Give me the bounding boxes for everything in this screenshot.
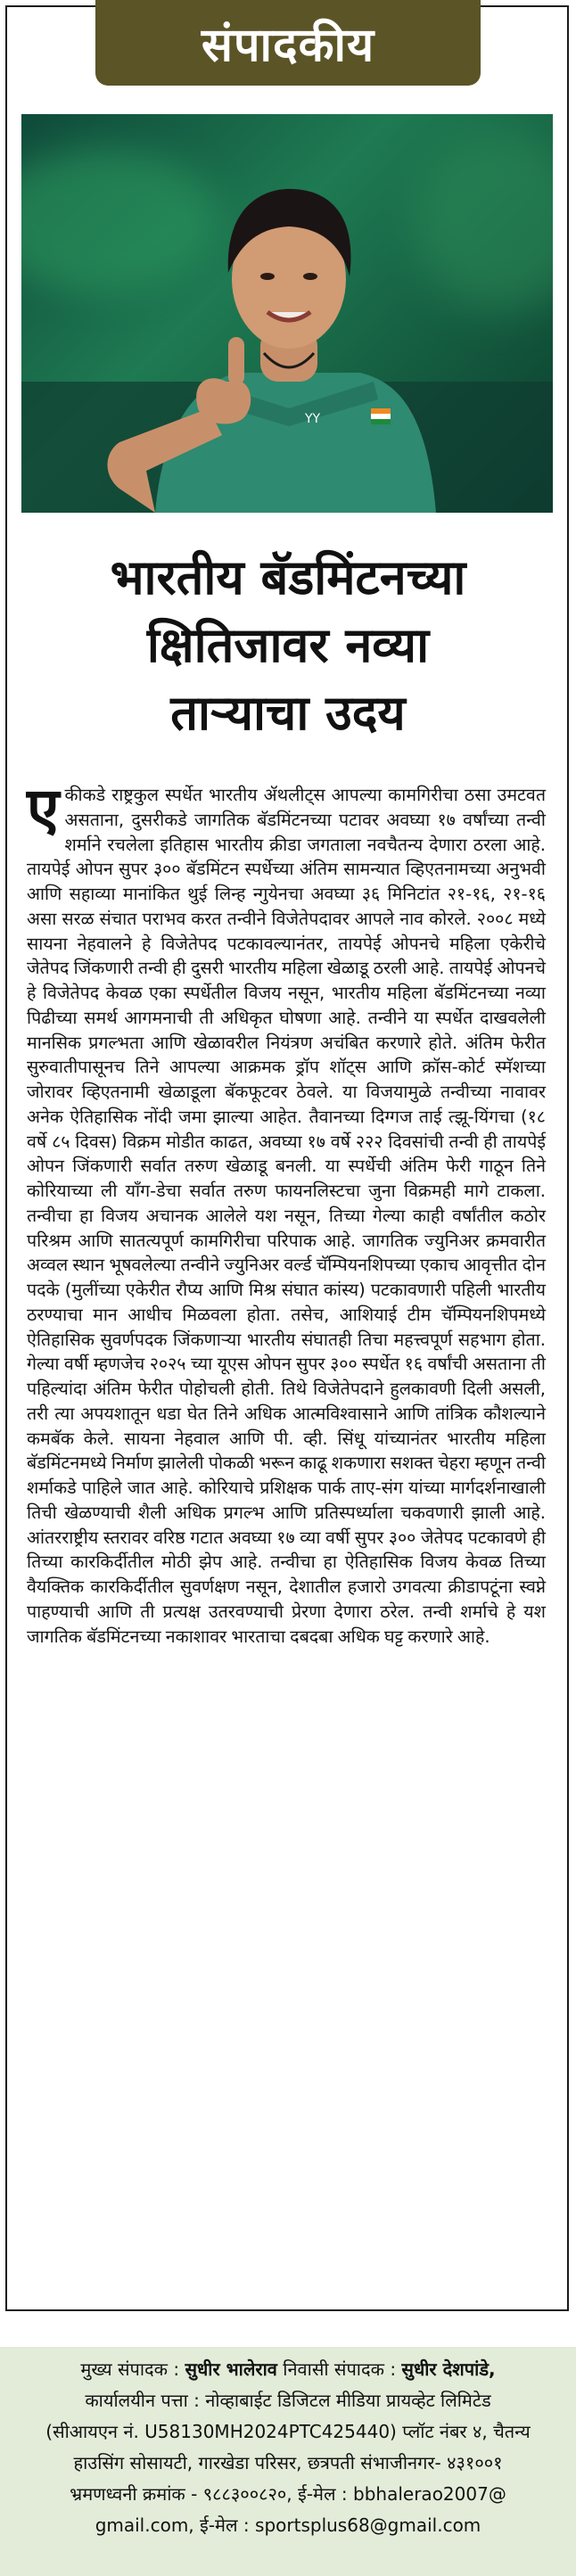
chief-editor-name: सुधीर भालेराव: [185, 2358, 277, 2380]
imprint-footer: [0, 2347, 576, 2576]
section-banner: [95, 0, 481, 86]
article-photo: [21, 114, 553, 513]
phone-email-line: भ्रमणध्वनी क्रमांक - ९८८३००८२०, ई-मेल : bbhalerao2007@: [70, 2483, 506, 2505]
resident-editor-name: सुधीर देशपांडे,: [401, 2358, 496, 2380]
headline-line-3: ताऱ्याचा उदय: [170, 685, 406, 741]
article-body: [27, 775, 546, 1649]
article-body-text: कीकडे राष्ट्रकुल स्पर्धेत भारतीय ॲथलीट्स आपल्या कामगिरीचा ठसा उमटवत असताना, दुसरीकडे जागतिक बॅडमिंटनच्या पटावर अवघ्या १७ वर्षांच्या तन्वी शर्माने रचलेला इतिहास भारतीय क्रीडा जगताला नवचैतन्य देणारा ठरला आहे. तायपेई ओपन सुपर ३०० बॅडमिंटन स्पर्धेच्या अंतिम सामन्यात व्हिएतनामच्या अनुभवी आणि सहाव्या मानांकित थुई लिन्ह न्गुयेनचा अवघ्या ३६ मिनिटांत २१-१६, २१-१६ असा सरळ संचात पराभव करत तन्वीने विजेतेपदावर आपले नाव कोरले. २००८ मध्ये सायना नेहवालने हे विजेतेपद पटकावल्यानंतर, तायपेई ओपनचे महिला एकेरीचे जेतेपद जिंकणारी तन्वी ही दुसरी भारतीय महिला खेळाडू ठरली आहे. तायपेई ओपनचे हे विजेतेपद केवळ एका स्पर्धेतील विजय नसून, भारतीय महिला बॅडमिंटनच्या नव्या पिढीच्या समर्थ आगमनाची ती अधिकृत घोषणा आहे. तन्वीने या स्पर्धेत दाखवलेली मानसिक प्रगल्भता आणि खेळावरील नियंत्रण अचंबित करणारे होते. अंतिम फेरीत सुरुवातीपासूनच तिने आपल्या आक्रमक ड्रॉप शॉट्स आणि क्रॉस-कोर्ट स्मॅशच्या जोरावर व्हिएतनामी खेळाडूला बॅकफूटवर ठेवले. या विजयामुळे तन्वीच्या नावावर अनेक ऐतिहासिक नोंदी जमा झाल्या आहेत. तैवानच्या दिग्गज ताई त्झू-यिंगचा (१८ वर्षे ८५ दिवस) विक्रम मोडीत काढत, अवघ्या १७ वर्षे २२२ दिवसांची तन्वी ही तायपेई ओपन जिंकणारी सर्वात तरुण खेळाडू बनली. या स्पर्धेची अंतिम फेरी गाठून तिने कोरियाच्या ली यॉंग-डेचा सर्वात तरुण फायनलिस्टचा जुना विक्रमही मागे टाकला. तन्वीचा हा विजय अचानक आलेले यश नसून, तिच्या गेल्या काही वर्षांतील कठोर परिश्रम आणि सातत्यपूर्ण कामगिरीचा परिपाक आहे. जागतिक ज्युनिअर क्रमवारीत अव्वल स्थान भूषवलेल्या तन्वीने ज्युनिअर वर्ल्ड चॅम्पियनशिपच्या एकाच आवृत्तीत दोन पदके (मुलींच्या एकेरीत रौप्य आणि मिश्र संघात कांस्य) पटकावणारी पहिली भारतीय ठरण्याचा मान आधीच मिळवला होता. तसेच, आशियाई टीम चॅम्पियनशिपमध्ये ऐतिहासिक सुवर्णपदक जिंकणाऱ्या भारतीय संघातही तिचा महत्त्वपूर्ण सहभाग होता. गेल्या वर्षी म्हणजेच २०२५ च्या यूएस ओपन सुपर ३०० स्पर्धेत १६ वर्षांची असताना ती पहिल्यांदा अंतिम फेरीत पोहोचली होती. तिथे विजेतेपदाने हुलकावणी दिली असली, तरी त्या अपयशातून धडा घेत तिने अधिक आत्मविश्वासाने आणि तांत्रिक कौशल्याने कमबॅक केले. सायना नेहवाल आणि पी. व्ही. सिंधू यांच्यानंतर भारतीय महिला बॅडमिंटनमध्ये निर्माण झालेली पोकळी भरून काढू शकणारा सशक्त चेहरा म्हणून तन्वी शर्माकडे पाहिले जात आहे. कोरियाचे प्रशिक्षक पार्क ताए-संग यांच्या मार्गदर्शनाखाली तिची खेळण्याची शैली अधिक प्रगल्भ आणि प्रतिस्पर्ध्याला चकवणारी झाली आहे. आंतरराष्ट्रीय स्तरावर वरिष्ठ गटात अवघ्या १७ व्या वर्षी सुपर ३०० जेतेपद पटकावणे ही तिच्या कारकिर्दीतील मोठी झेप आहे. तन्वीचा हा ऐतिहासिक विजय केवळ तिच्या वैयक्तिक कारकिर्दीतील सुवर्णक्षण नसून, देशातील हजारो उगवत्या क्रीडापटूंना स्वप्ने पाहण्याची आणि ती प्रत्यक्ष उतरवण्याची प्रेरणा देणारा ठरेल. तन्वी शर्माचे हे यश जागतिक बॅडमिंटनच्या नकाशावर भारताचा दबदबा अधिक घट्ट करणारे आहे.: [27, 785, 546, 1647]
email-line: gmail.com, ई-मेल : sportsplus68@gmail.com: [95, 2514, 481, 2536]
chief-editor-label: मुख्य संपादक :: [80, 2358, 180, 2380]
headline-line-1: भारतीय बॅडमिंटनच्या: [110, 549, 466, 605]
resident-editor-label: निवासी संपादक :: [283, 2358, 397, 2380]
drop-cap: ए: [27, 775, 60, 844]
svg-text:YY: YY: [305, 412, 321, 426]
article-headline: [18, 544, 558, 747]
headline-line-2: क्षितिजावर नव्या: [146, 617, 430, 673]
cin-line: (सीआयएन नं. U58130MH2024PTC425440) प्लॉट नंबर ४, चैतन्य: [45, 2421, 531, 2442]
section-title: संपादकीय: [201, 18, 375, 72]
editors-line: [0, 2354, 576, 2385]
society-line: हाउसिंग सोसायटी, गारखेडा परिसर, छत्रपती संभाजीनगर- ४३१००१: [73, 2452, 503, 2473]
office-address: कार्यालयीन पत्ता : नोव्हाबाईट डिजिटल मीडिया प्रायव्हेट लिमिटेड: [85, 2390, 491, 2411]
player-illustration: [21, 114, 553, 513]
